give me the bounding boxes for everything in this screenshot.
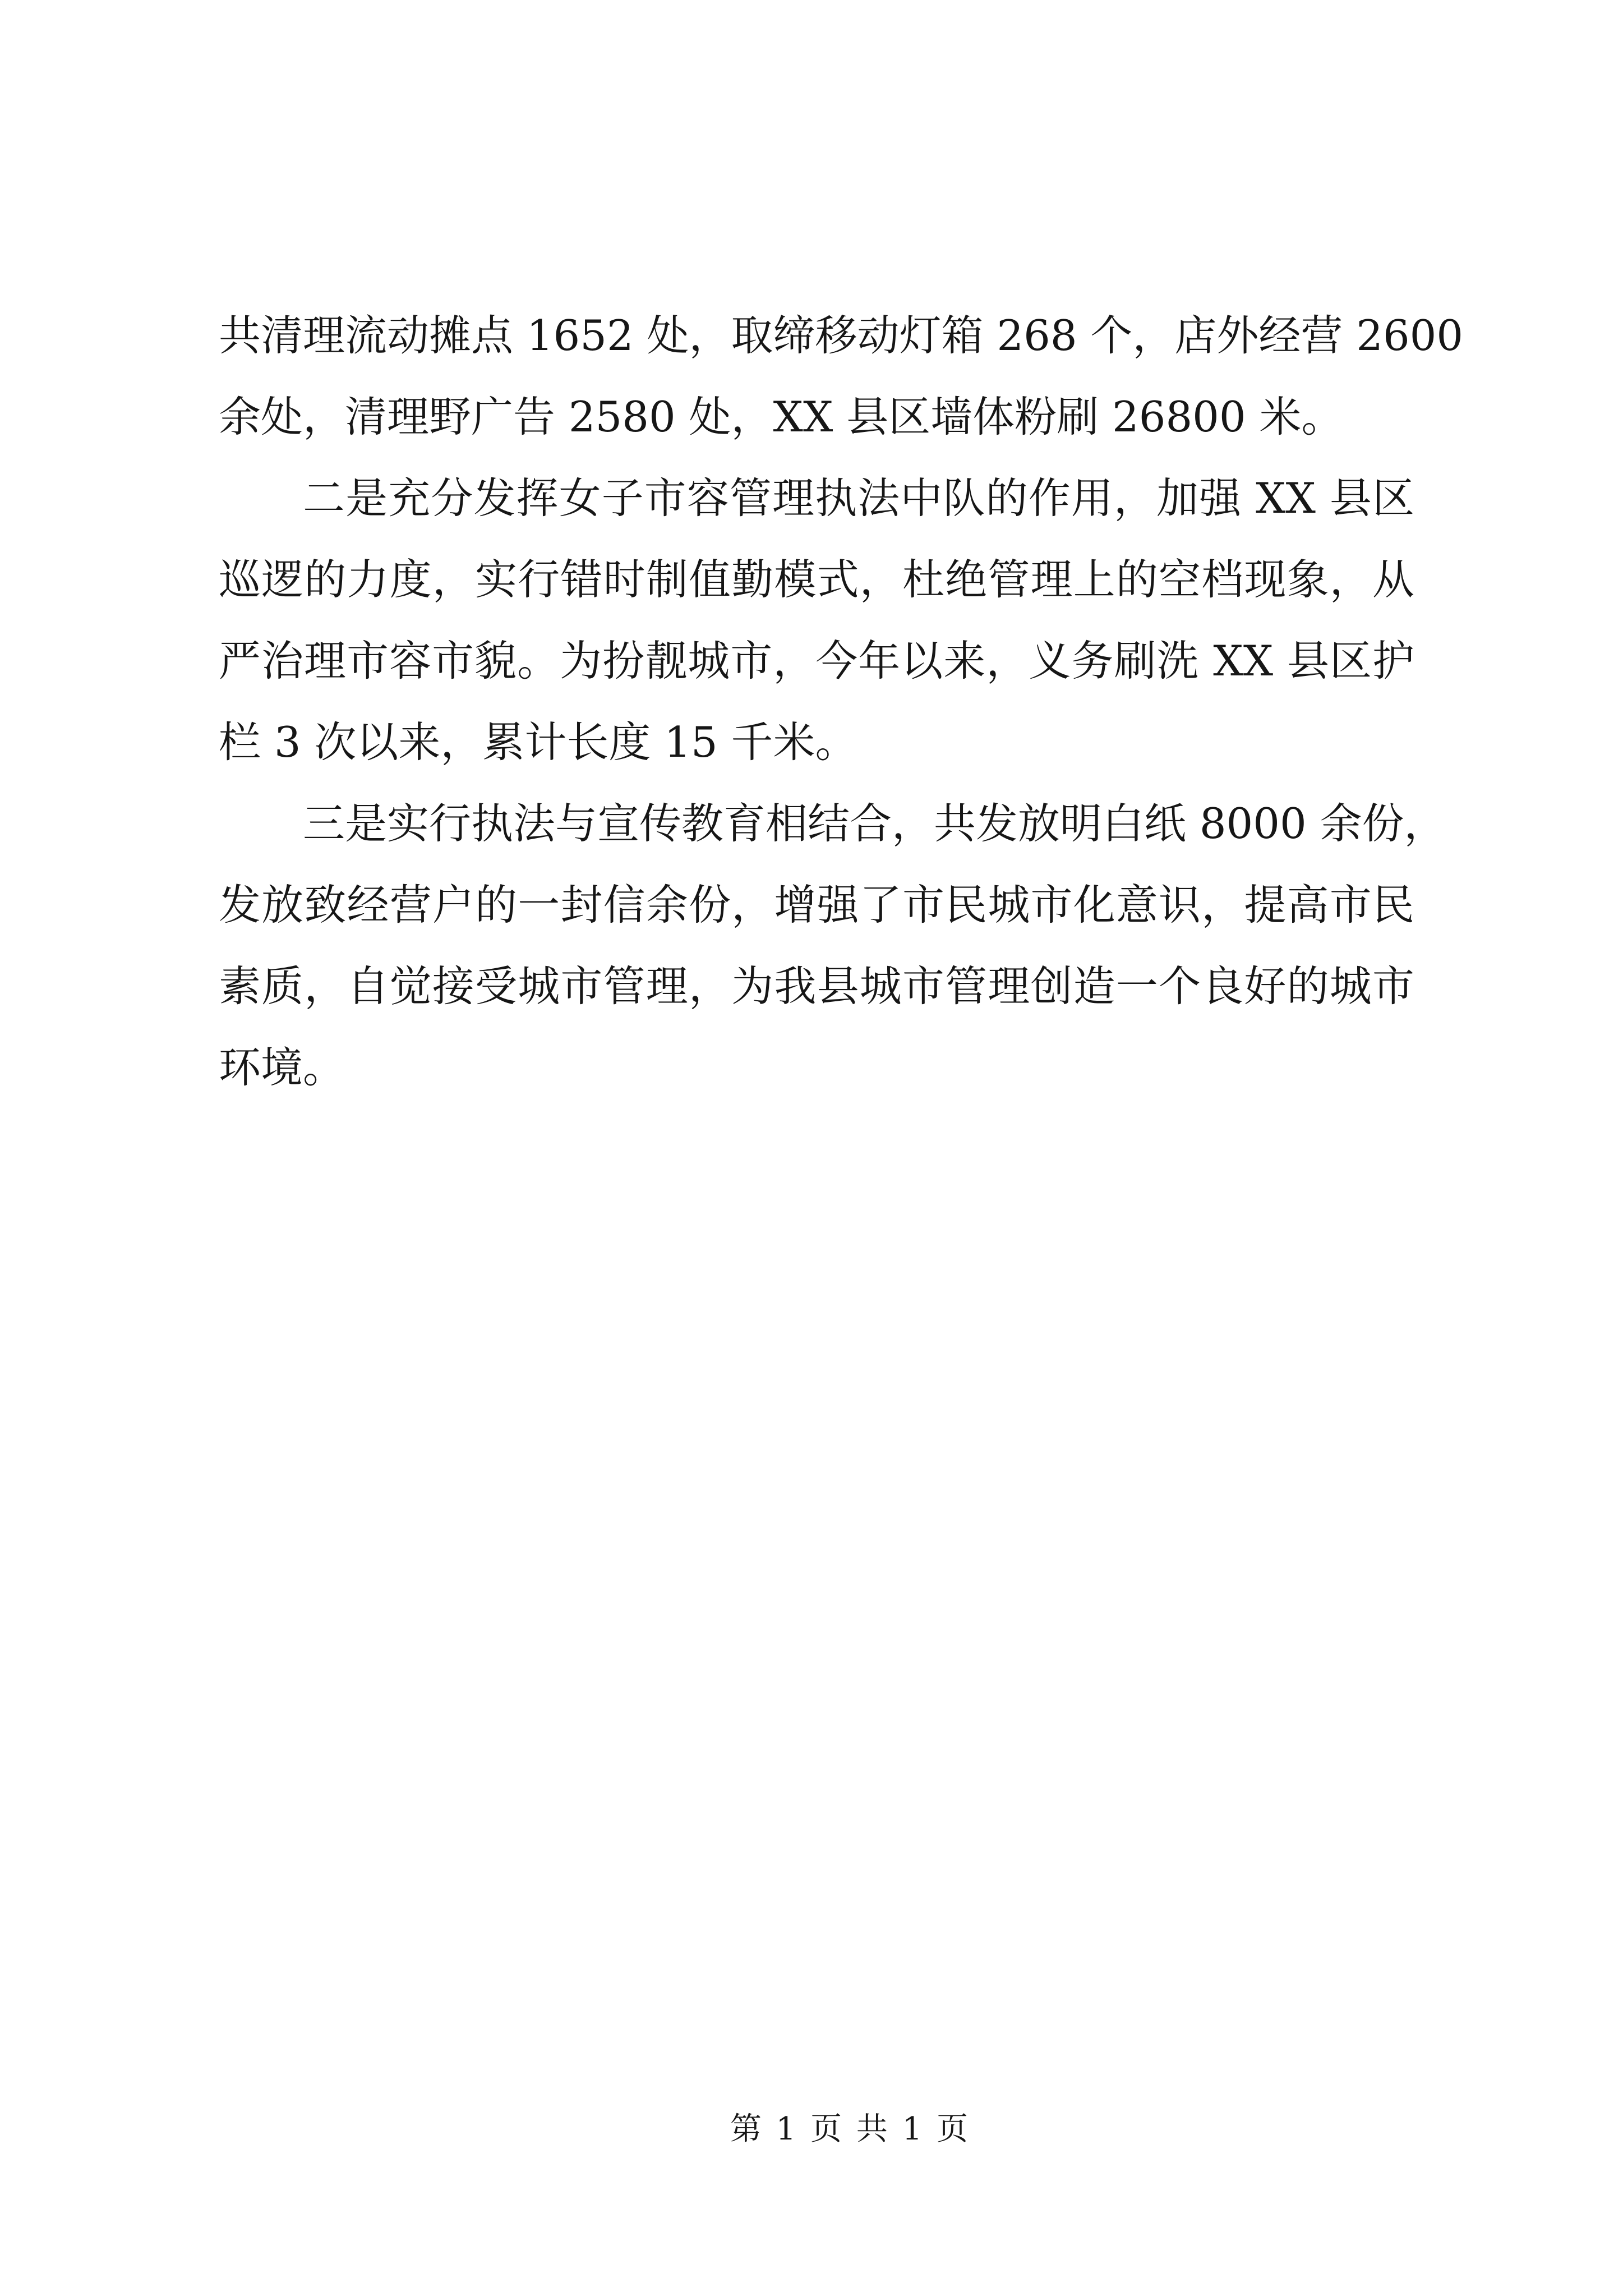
paragraph (219, 783, 1446, 1108)
text-line: 发放致经营户的一封信余份，增强了市民城市化意识，提高市民 (219, 880, 1414, 930)
text-line: 二是充分发挥女子市容管理执法中队的作用，加强 XX 县区 (303, 473, 1414, 523)
page-footer: 第 1 页 共 1 页 (730, 2111, 969, 2147)
paragraph (219, 295, 1464, 458)
text-line: 巡逻的力度，实行错时制值勤模式，杜绝管理上的空档现象，从 (219, 555, 1414, 604)
text-line: 栏 3 次以来，累计长度 15 千米。 (219, 717, 857, 767)
paragraph (219, 458, 1414, 783)
text-line: 环境。 (219, 1043, 345, 1092)
text-line: 三是实行执法与宣传教育相结合，共发放明白纸 8000 余份， (303, 799, 1446, 848)
text-line: 余处，清理野广告 2580 处，XX 县区墙体粉刷 26800 米。 (219, 392, 1344, 441)
document-body (219, 295, 1464, 1108)
text-line: 素质，自觉接受城市管理，为我县城市管理创造一个良好的城市 (219, 961, 1414, 1011)
text-line: 共清理流动摊点 1652 处，取缔移动灯箱 268 个，店外经营 2600 (219, 311, 1464, 360)
text-line: 严治理市容市貌。为扮靓城市，今年以来，义务刷洗 XX 县区护 (219, 636, 1414, 685)
